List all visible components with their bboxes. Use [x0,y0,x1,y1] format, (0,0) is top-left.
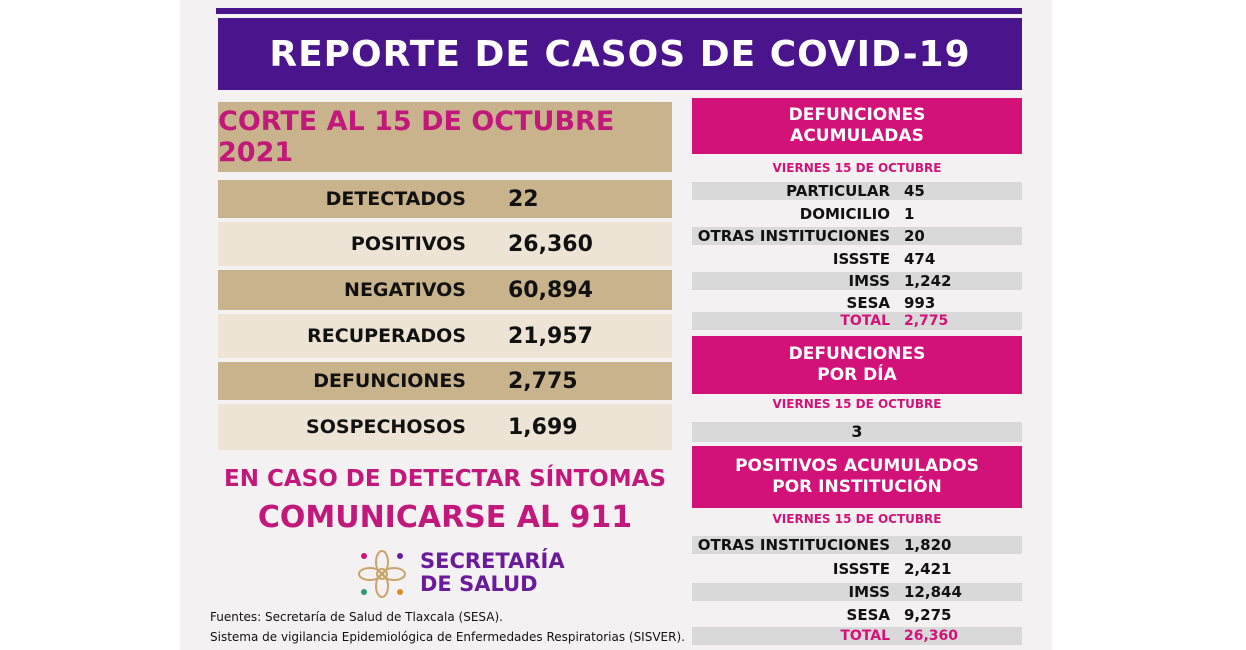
section-title-line: POSITIVOS ACUMULADOS [735,456,979,476]
row-label: OTRAS INSTITUCIONES [697,536,890,554]
table-row [692,536,1022,554]
defunciones-dia-header [692,336,1022,394]
summary-value: 2,775 [508,368,578,394]
positivos-institucion-header [692,446,1022,508]
summary-label: DETECTADOS [325,188,466,210]
row-label: SESA [846,294,890,312]
table-row [692,606,1022,624]
section-title-line: DEFUNCIONES [788,344,926,364]
summary-label: SOSPECHOSOS [306,416,466,438]
total-label: TOTAL [840,313,890,329]
symptoms-message: EN CASO DE DETECTAR SÍNTOMAS [224,466,666,492]
total-value: 26,360 [904,628,959,644]
summary-value: 21,957 [508,323,593,349]
row-value: 474 [904,250,936,268]
table-row [692,205,1022,223]
row-value: 20 [904,227,925,245]
summary-value: 22 [508,186,539,212]
summary-row-positivos [218,222,672,266]
table-row [692,560,1022,578]
summary-value: 60,894 [508,277,593,303]
summary-row-negativos [218,270,672,310]
sources-line-1: Fuentes: Secretaría de Salud de Tlaxcala (SESA). [210,610,503,624]
secretaria-salud-wordmark [420,550,565,596]
defunciones-dia-value: 3 [692,422,1022,442]
summary-label: POSITIVOS [350,233,466,255]
row-label: DOMICILIO [799,205,890,223]
total-row [692,312,1022,330]
row-value: 993 [904,294,936,312]
secretaria-salud-flower-logo [356,548,408,600]
row-value: 12,844 [904,583,962,601]
section-title-line: POR DÍA [817,365,897,385]
report-title: REPORTE DE CASOS DE COVID-19 [218,18,1022,90]
summary-label: RECUPERADOS [307,325,466,347]
row-label: PARTICULAR [786,182,890,200]
row-value: 1 [904,205,915,223]
defunciones-dia-date: VIERNES 15 DE OCTUBRE [772,397,942,411]
row-label: IMSS [848,272,890,290]
summary-row-recuperados [218,314,672,358]
positivos-institucion-date: VIERNES 15 DE OCTUBRE [772,512,942,526]
summary-label: DEFUNCIONES [313,370,466,392]
call-911-message: COMUNICARSE AL 911 [257,500,633,535]
row-value: 1,820 [904,536,952,554]
summary-value: 26,360 [508,231,593,257]
summary-value: 1,699 [508,414,578,440]
row-value: 9,275 [904,606,952,624]
row-value: 45 [904,182,925,200]
sources-line-2: Sistema de vigilancia Epidemiológica de Enfermedades Respiratorias (SISVER). [210,630,685,644]
section-title-line: DEFUNCIONES [788,105,926,125]
table-row [692,250,1022,268]
row-label: IMSS [848,583,890,601]
total-row [692,627,1022,645]
logo-line-2: DE SALUD [420,572,538,596]
summary-row-defunciones [218,362,672,400]
row-label: OTRAS INSTITUCIONES [697,227,890,245]
row-label: SESA [846,606,890,624]
section-title-line: POR INSTITUCIÓN [772,477,942,497]
logo-line-1: SECRETARÍA [420,549,565,573]
table-row [692,227,1022,245]
total-label: TOTAL [840,628,890,644]
table-row [692,583,1022,601]
defunciones-acumuladas-date: VIERNES 15 DE OCTUBRE [772,161,942,175]
section-title-line: ACUMULADAS [790,126,924,146]
table-row [692,294,1022,312]
table-row [692,272,1022,290]
top-accent-line [216,8,1022,14]
summary-row-detectados [218,180,672,218]
total-value: 2,775 [904,313,949,329]
row-value: 2,421 [904,560,952,578]
table-row [692,182,1022,200]
row-label: ISSSTE [832,560,890,578]
row-label: ISSSTE [832,250,890,268]
summary-row-sospechosos [218,404,672,450]
summary-label: NEGATIVOS [344,279,466,301]
cutoff-date-banner: CORTE AL 15 DE OCTUBRE 2021 [218,102,672,172]
defunciones-acumuladas-header [692,98,1022,154]
row-value: 1,242 [904,272,952,290]
